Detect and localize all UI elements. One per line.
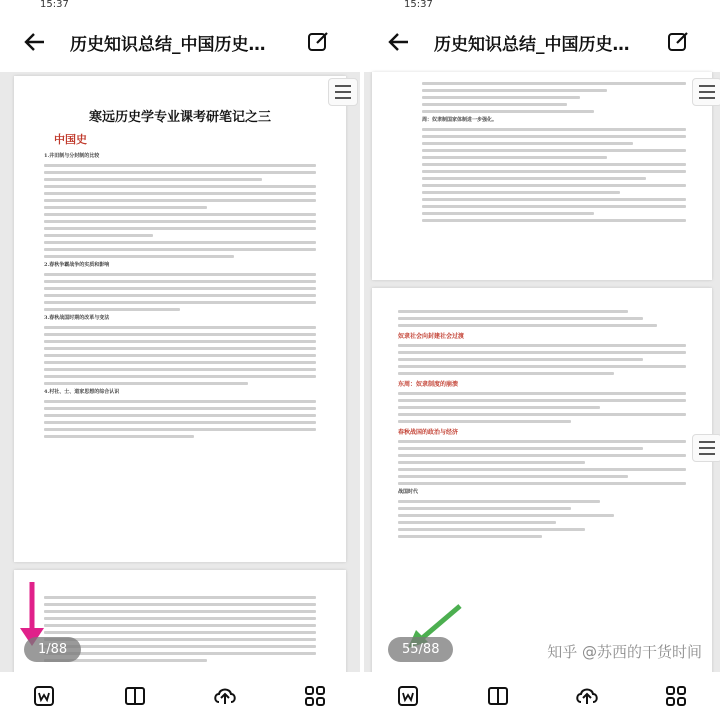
wps-icon [397,684,421,708]
app-header [0,12,360,72]
status-bar [0,0,360,12]
document-viewer[interactable] [0,72,360,672]
section-heading: 3.春秋战国时期的改革与变法 [44,315,110,321]
bottom-toolbar [0,672,360,720]
menu-button[interactable] [692,78,720,106]
back-arrow-icon [388,31,410,53]
menu-icon [335,85,351,87]
grid-icon [303,684,327,708]
heading-feudal: 奴隶社会向封建社会过渡 [398,333,465,340]
grid-button[interactable] [656,676,696,716]
section-heading: 4.村社、士、道家思想的综合认识 [44,389,120,395]
upload-icon [212,684,238,708]
upload-button[interactable] [205,676,245,716]
edit-icon [667,31,689,53]
bottom-toolbar [364,672,720,720]
watermark: 知乎 @苏西的干货时间 [547,643,702,661]
document-viewer[interactable] [364,72,720,672]
app-header [364,12,720,72]
menu-button[interactable] [692,434,720,462]
document-page [372,72,712,280]
back-button[interactable] [10,17,60,67]
edit-button[interactable] [656,20,700,64]
status-time: 15:37 [404,0,433,10]
document-page [14,570,346,680]
back-button[interactable] [374,17,424,67]
edit-icon [307,31,329,53]
page-body [14,147,346,438]
section-heading: 2.春秋争霸战争的实质和影响 [44,262,110,268]
grid-icon [664,684,688,708]
read-mode-button[interactable] [478,676,518,716]
edit-button[interactable] [296,20,340,64]
upload-icon [574,684,600,708]
section-heading: 1.井田制与分封制的比较 [44,153,100,159]
heading-chunqiu: 春秋战国的政治与经济 [398,429,459,436]
read-mode-button[interactable] [115,676,155,716]
grid-button[interactable] [295,676,335,716]
menu-icon [699,85,715,87]
wps-button[interactable] [25,676,65,716]
page-counter: 55/88 [388,637,453,662]
status-bar [364,0,720,12]
book-icon [486,684,510,708]
book-icon [123,684,147,708]
page-doc-title: 寒远历史学专业课考研笔记之三 [88,110,271,125]
document-title: 历史知识总结_中国历史… [70,34,266,55]
wps-button[interactable] [389,676,429,716]
page-doc-subtitle: 中国史 [54,133,87,146]
page-counter: 1/88 [24,637,81,662]
document-title: 历史知识总结_中国历史… [434,34,630,55]
back-arrow-icon [24,31,46,53]
upload-button[interactable] [567,676,607,716]
wps-icon [33,684,57,708]
heading-zhou: 周：奴隶制国家体制进一步强化。 [422,117,498,123]
heading-warring: 战国时代 [398,489,419,495]
menu-button[interactable] [328,78,358,106]
status-time: 15:37 [40,0,69,10]
heading-dongzhou: 东周：奴隶制度的崩溃 [398,381,459,388]
right-screen [360,0,720,720]
menu-icon [699,441,715,443]
document-page [14,76,346,562]
